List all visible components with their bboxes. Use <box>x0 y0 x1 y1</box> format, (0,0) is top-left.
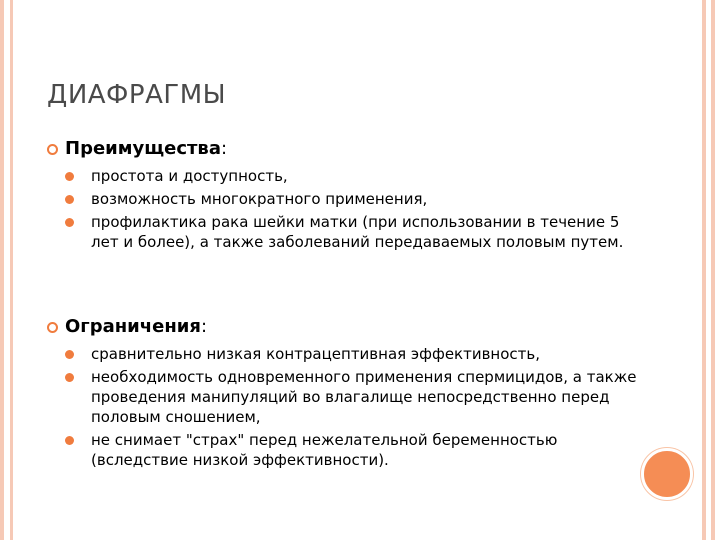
list-item-text: сравнительно низкая контрацептивная эффективность, <box>91 345 541 363</box>
list-item-text: не снимает "страх" перед нежелательной беременностью (вследствие низкой эффективности). <box>91 431 558 469</box>
section-heading-label: Преимущества <box>65 138 221 159</box>
left-border-stripe-outer <box>0 0 4 540</box>
list-item <box>65 212 651 252</box>
section-advantages <box>47 138 651 255</box>
section-heading-colon: : <box>220 138 228 159</box>
slide-title: ДИАФРАГМЫ <box>47 80 227 110</box>
dot-bullet-icon <box>65 436 74 445</box>
ring-bullet-icon <box>47 322 58 333</box>
dot-bullet-icon <box>65 172 74 181</box>
ring-bullet-icon <box>47 144 58 155</box>
dot-bullet-icon <box>65 218 74 227</box>
section-heading <box>47 138 651 160</box>
section-heading-label: Ограничения <box>65 316 201 337</box>
section-heading <box>47 316 651 338</box>
list-item-text: профилактика рака шейки матки (при использовании в течение 5 лет и более), а также заболеваний передаваемых половым путем. <box>91 213 624 251</box>
right-border-stripe-inner <box>702 0 706 540</box>
list-item <box>65 189 651 209</box>
list-item-text: необходимость одновременного применения спермицидов, а также проведения манипуляций во влагалище непосредственно перед половым сношением, <box>91 368 637 426</box>
list-item-text: возможность многократного применения, <box>91 190 428 208</box>
left-border-stripe-inner <box>10 0 13 540</box>
list-item <box>65 430 651 470</box>
list-item <box>65 166 651 186</box>
limitations-list <box>47 344 651 470</box>
right-border-stripe-outer <box>711 0 715 540</box>
section-heading-colon: : <box>200 316 208 337</box>
dot-bullet-icon <box>65 373 74 382</box>
list-item-text: простота и доступность, <box>91 167 288 185</box>
list-item <box>65 344 651 364</box>
dot-bullet-icon <box>65 350 74 359</box>
dot-bullet-icon <box>65 195 74 204</box>
section-limitations <box>47 316 651 473</box>
advantages-list <box>47 166 651 252</box>
list-item <box>65 367 651 427</box>
